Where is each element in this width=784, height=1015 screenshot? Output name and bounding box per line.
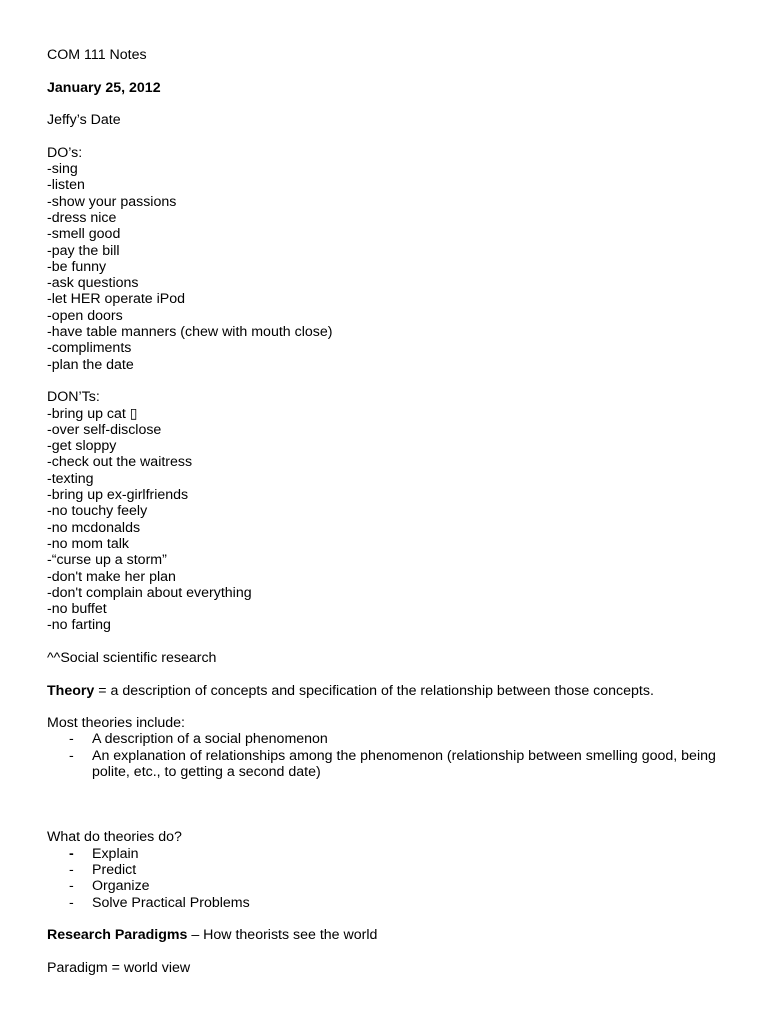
list-item: [47, 895, 747, 911]
donts-item: -no touchy feely: [47, 503, 148, 520]
bullet-dash: -: [69, 861, 74, 878]
research-note: ^^Social scientific research: [47, 649, 217, 666]
donts-item: -over self-disclose: [47, 421, 162, 438]
donts-item: -bring up cat ▯: [47, 405, 138, 422]
list-item: [47, 862, 747, 878]
dos-list: [47, 161, 747, 373]
donts-heading: DON’Ts:: [47, 389, 100, 406]
donts-item: -“curse up a storm”: [47, 552, 167, 569]
bullet-dash: -: [69, 747, 74, 764]
dos-item: -be funny: [47, 258, 107, 275]
list-item-text: Solve Practical Problems: [92, 894, 250, 911]
theory-definition: [47, 683, 747, 699]
dos-item: -dress nice: [47, 209, 117, 226]
donts-item: -no buffet: [47, 601, 107, 618]
dos-heading: DO’s:: [47, 144, 83, 161]
most-theories-list: [47, 731, 747, 780]
paradigms-definition-text: – How theorists see the world: [187, 927, 378, 944]
dos-item: -smell good: [47, 226, 121, 243]
theory-definition-text: = a description of concepts and specification of the relationship between those concepts.: [94, 682, 654, 699]
list-item-text: Organize: [92, 878, 150, 895]
bullet-dash: -: [69, 878, 74, 895]
donts-item: -bring up ex-girlfriends: [47, 487, 189, 504]
paradigms-term: Research Paradigms: [47, 927, 188, 944]
list-item: [47, 731, 747, 747]
list-item: [47, 846, 747, 862]
list-item-text: A description of a social phenomenon: [92, 731, 328, 748]
doc-date: January 25, 2012: [47, 79, 161, 96]
doc-subject: Jeffy’s Date: [47, 112, 121, 129]
donts-item: -no farting: [47, 617, 111, 634]
donts-item: -no mcdonalds: [47, 519, 141, 536]
dos-item: -let HER operate iPod: [47, 291, 186, 308]
donts-item: -no mom talk: [47, 535, 129, 552]
what-theories-do-list: [47, 846, 747, 911]
theory-term: Theory: [47, 682, 95, 699]
donts-item: -texting: [47, 470, 94, 487]
dos-item: -sing: [47, 161, 78, 178]
document-body: [47, 47, 747, 976]
bullet-dash: -: [69, 731, 74, 748]
bullet-dash: -: [69, 894, 74, 911]
dos-item: -compliments: [47, 340, 132, 357]
list-item-text: An explanation of relationships among the phenomenon (relationship between smelling good, being polite, etc., to getting a second date): [92, 747, 716, 781]
list-item-text: Explain: [92, 845, 139, 862]
list-item: [47, 878, 747, 894]
most-theories-heading: Most theories include:: [47, 715, 186, 732]
dos-item: -show your passions: [47, 193, 177, 210]
dos-item: -pay the bill: [47, 242, 120, 259]
list-item: [47, 748, 747, 781]
bullet-dash: -: [69, 845, 74, 862]
dos-item: -listen: [47, 177, 85, 194]
paradigms-definition: [47, 927, 747, 943]
dos-item: -open doors: [47, 307, 123, 324]
donts-item: -don't complain about everything: [47, 584, 252, 601]
donts-list: [47, 406, 747, 634]
donts-item: -don't make her plan: [47, 568, 176, 585]
donts-item: -check out the waitress: [47, 454, 193, 471]
donts-item: -get sloppy: [47, 438, 117, 455]
doc-title: COM 111 Notes: [47, 47, 147, 63]
what-theories-do-heading: What do theories do?: [47, 829, 182, 846]
dos-item: -have table manners (chew with mouth close): [47, 324, 333, 341]
dos-item: -ask questions: [47, 275, 139, 292]
paradigm-world-view: Paradigm = world view: [47, 959, 191, 976]
dos-item: -plan the date: [47, 356, 134, 373]
list-item-text: Predict: [92, 861, 137, 878]
